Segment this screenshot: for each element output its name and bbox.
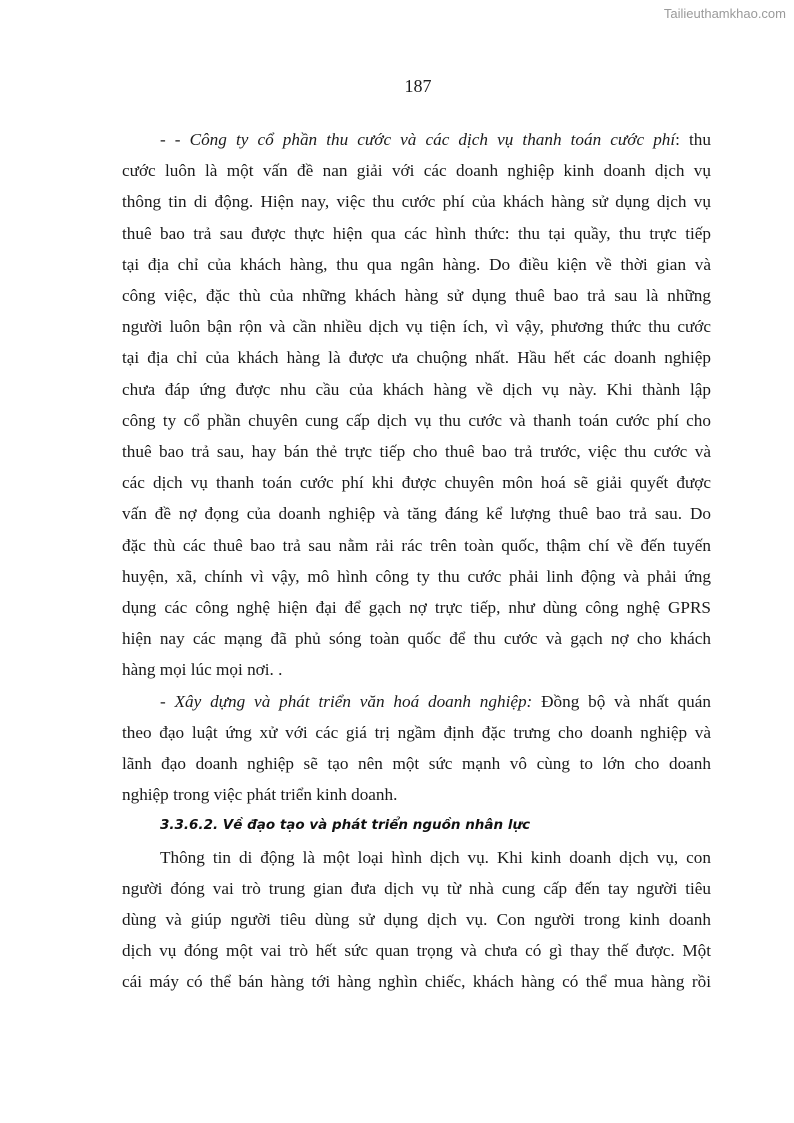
paragraph-line: cái máy có thể bán hàng tới hàng nghìn chiếc, khách hàng có thể mua hàng rồi bbox=[122, 972, 711, 992]
section-heading: 3.3.6.2. Về đạo tạo và phát triển nguồn nhân lực bbox=[160, 817, 531, 834]
text-run: Đồng bộ và nhất quán bbox=[532, 691, 711, 711]
page-content bbox=[122, 124, 711, 998]
paragraph-line: thông tin di động. Hiện nay, việc thu cước phí của khách hàng sử dụng dịch vụ bbox=[122, 192, 711, 212]
paragraph-line: công việc, đặc thù của những khách hàng sử dụng thuê bao trả sau là những bbox=[122, 286, 711, 306]
paragraph-line: dùng và giúp người tiêu dùng sử dụng dịch vụ. Con người trong kinh doanh bbox=[122, 910, 711, 930]
paragraph-line: người đóng vai trò trung gian đưa dịch vụ từ nhà cung cấp đến tay người tiêu bbox=[122, 878, 711, 898]
paragraph-line: huyện, xã, chính vì vậy, mô hình công ty thu cước phải linh động và phải ứng bbox=[122, 566, 711, 586]
paragraph-line: thuê bao trả sau, hay bán thẻ trực tiếp cho thuê bao trả trước, việc thu cước và bbox=[122, 442, 711, 462]
paragraph-line: các dịch vụ thanh toán cước phí khi được chuyên môn hoá sẽ giải quyết được bbox=[122, 473, 711, 493]
paragraph-line: Thông tin di động là một loại hình dịch vụ. Khi kinh doanh dịch vụ, con bbox=[160, 847, 711, 867]
paragraph-line: hiện nay các mạng đã phủ sóng toàn quốc để thu cước và gạch nợ cho khách bbox=[122, 629, 711, 649]
paragraph-line: tại địa chỉ của khách hàng, thu qua ngân hàng. Do điều kiện về thời gian và bbox=[122, 254, 711, 274]
paragraph-line: hàng mọi lúc mọi nơi. . bbox=[122, 660, 283, 680]
paragraph-line: cước luôn là một vấn đề nan giải với các doanh nghiệp kinh doanh dịch vụ bbox=[122, 161, 711, 181]
page-number: 187 bbox=[404, 76, 432, 96]
dash-prefix: - bbox=[160, 691, 175, 711]
paragraph-corporate-culture bbox=[122, 686, 711, 811]
text-run: : thu bbox=[675, 130, 711, 149]
dash-prefix: - - bbox=[160, 130, 190, 149]
paragraph-line: dụng các công nghệ hiện đại để gạch nợ trực tiếp, như dùng công nghệ GPRS bbox=[122, 598, 711, 618]
paragraph-human-resources bbox=[122, 842, 711, 998]
paragraph-line: thuê bao trả sau được thực hiện qua các hình thức: thu tại quầy, thu trực tiếp bbox=[122, 223, 711, 243]
watermark: Tailieuthamkhao.com bbox=[663, 6, 786, 21]
paragraph-line: đặc thù các thuê bao trả sau nằm rải rác trên toàn quốc, thậm chí về đến tuyến bbox=[122, 535, 711, 555]
italic-term: Xây dựng và phát triển văn hoá doanh nghiệp: bbox=[174, 691, 533, 711]
paragraph-line bbox=[160, 124, 711, 155]
paragraph-line: dịch vụ đóng một vai trò hết sức quan trọng và chưa có gì thay thế được. Một bbox=[122, 941, 711, 961]
paragraph-line: nghiệp trong việc phát triển kinh doanh. bbox=[122, 785, 398, 805]
paragraph-line: người luôn bận rộn và cần nhiều dịch vụ tiện ích, vì vậy, phương thức thu cước bbox=[122, 317, 711, 337]
paragraph-line bbox=[160, 686, 711, 717]
paragraph-billing-company bbox=[122, 124, 711, 686]
italic-term: Công ty cổ phần thu cước và các dịch vụ thanh toán cước phí bbox=[189, 130, 676, 149]
paragraph-line: theo đạo luật ứng xử với các giá trị ngầm định đặc trưng cho doanh nghiệp và bbox=[122, 722, 711, 742]
paragraph-line: tại địa chỉ của khách hàng là được ưa chuộng nhất. Hầu hết các doanh nghiệp bbox=[122, 348, 711, 368]
paragraph-line: lãnh đạo doanh nghiệp sẽ tạo nên một sức mạnh vô cùng to lớn cho doanh bbox=[122, 754, 711, 774]
paragraph-line: công ty cổ phần chuyên cung cấp dịch vụ thu cước và thanh toán cước phí cho bbox=[122, 410, 711, 430]
paragraph-line: vấn đề nợ đọng của doanh nghiệp và tăng đáng kể lượng thuê bao trả sau. Do bbox=[122, 504, 711, 524]
paragraph-line: chưa đáp ứng được nhu cầu của khách hàng về dịch vụ này. Khi thành lập bbox=[122, 379, 711, 399]
